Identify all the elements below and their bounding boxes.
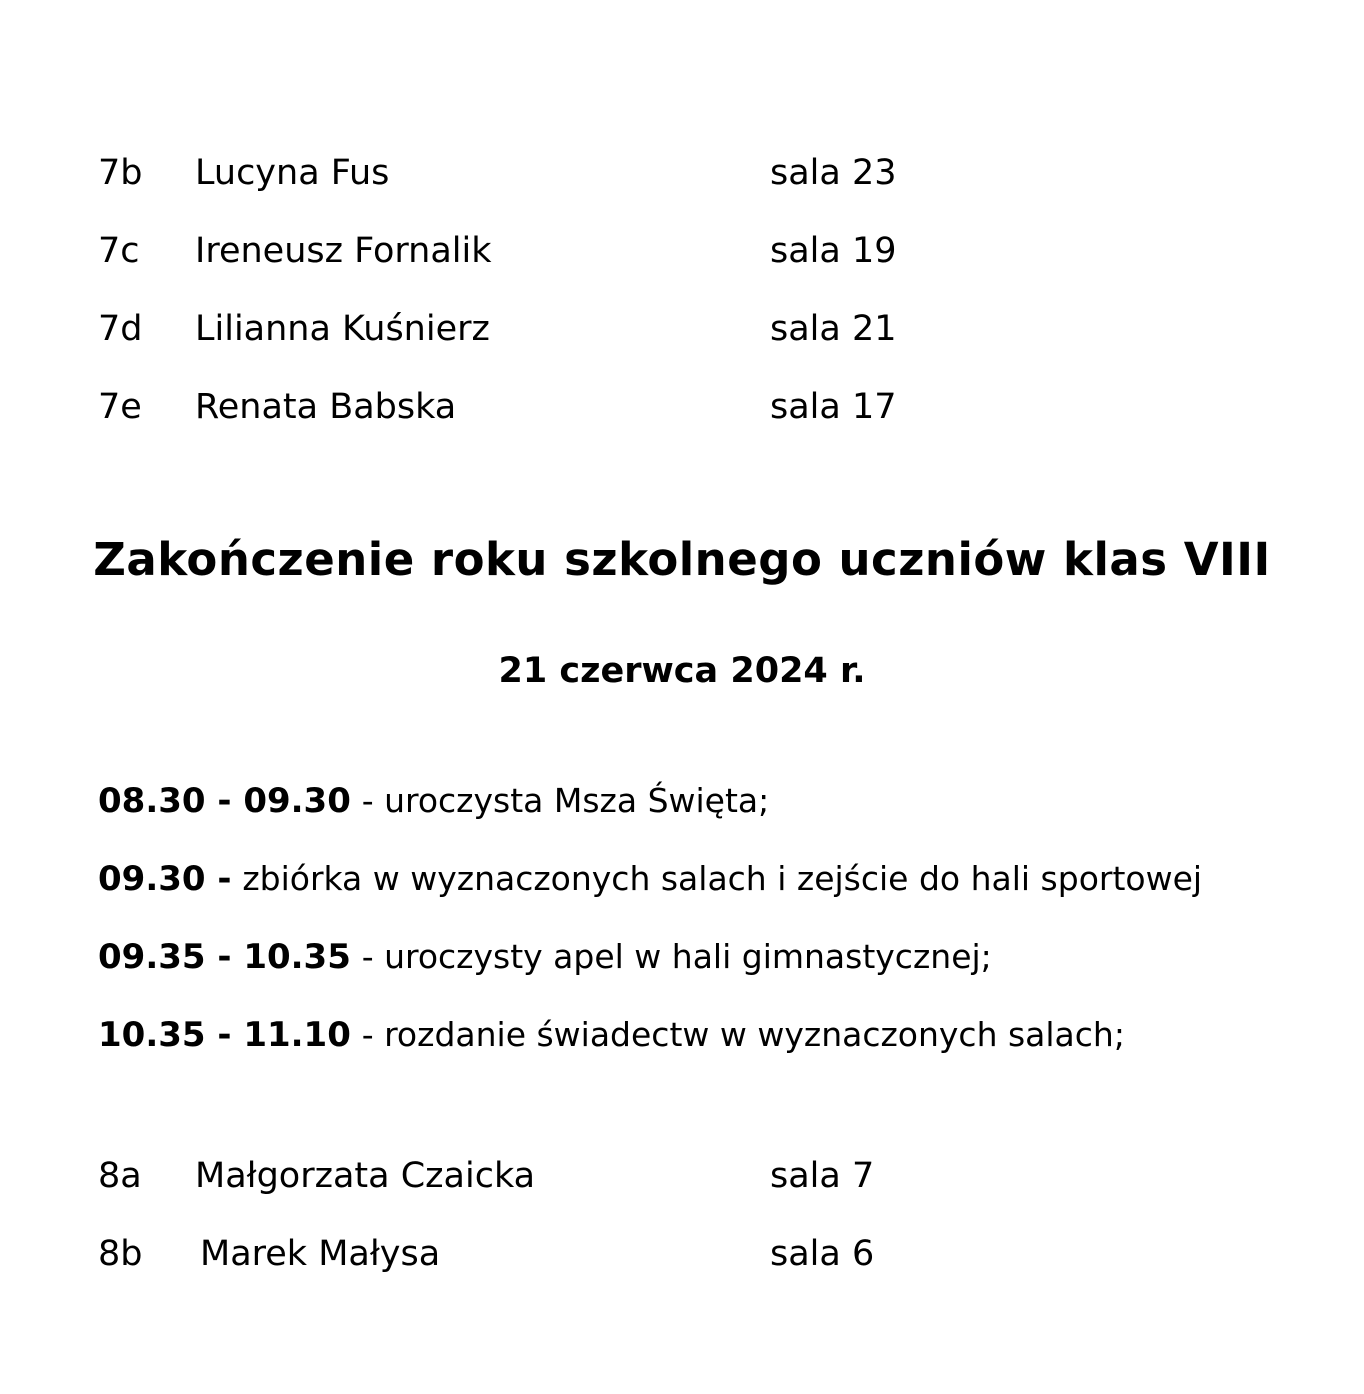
room-number: sala 23: [770, 153, 897, 193]
class-row: [0, 151, 1364, 195]
schedule-description: - uroczysta Msza Święta;: [361, 781, 770, 820]
class-label: 8a: [98, 1156, 142, 1196]
class-row: [0, 1232, 1364, 1276]
room-number: sala 17: [770, 387, 897, 427]
schedule-description: - uroczysty apel w hali gimnastycznej;: [361, 937, 992, 976]
class-label: 7d: [98, 309, 143, 349]
class-row: [0, 307, 1364, 351]
schedule-time: 09.35 - 10.35: [98, 937, 351, 977]
room-number: sala 19: [770, 231, 897, 271]
schedule-item: [98, 856, 1338, 902]
class-row: [0, 229, 1364, 273]
schedule-item: [98, 934, 1338, 980]
teacher-name: Renata Babska: [195, 387, 457, 427]
schedule-time: 10.35 - 11.10: [98, 1015, 351, 1055]
teacher-name: Lilianna Kuśnierz: [195, 309, 490, 349]
teacher-name: Małgorzata Czaicka: [195, 1156, 536, 1196]
section-title: Zakończenie roku szkolnego uczniów klas VIII: [93, 533, 1271, 586]
teacher-name: Ireneusz Fornalik: [195, 231, 492, 271]
schedule-description: zbiórka w wyznaczonych salach i zejście do hali sportowej: [242, 859, 1203, 898]
schedule-time: 08.30 - 09.30: [98, 781, 351, 821]
event-date: 21 czerwca 2024 r.: [498, 651, 866, 691]
room-number: sala 7: [770, 1156, 875, 1196]
class-row: [0, 385, 1364, 429]
class-label: 8b: [98, 1234, 143, 1274]
teacher-name: Lucyna Fus: [195, 153, 390, 193]
schedule-time: 09.30 -: [98, 859, 232, 899]
class-label: 7b: [98, 153, 143, 193]
schedule-item: [98, 1012, 1338, 1058]
teacher-name: Marek Małysa: [200, 1234, 441, 1274]
class-label: 7e: [98, 387, 142, 427]
class-label: 7c: [98, 231, 140, 271]
class-row: [0, 1154, 1364, 1198]
schedule-item: [98, 778, 1338, 824]
schedule-description: - rozdanie świadectw w wyznaczonych salach;: [361, 1015, 1125, 1054]
room-number: sala 6: [770, 1234, 875, 1274]
room-number: sala 21: [770, 309, 897, 349]
